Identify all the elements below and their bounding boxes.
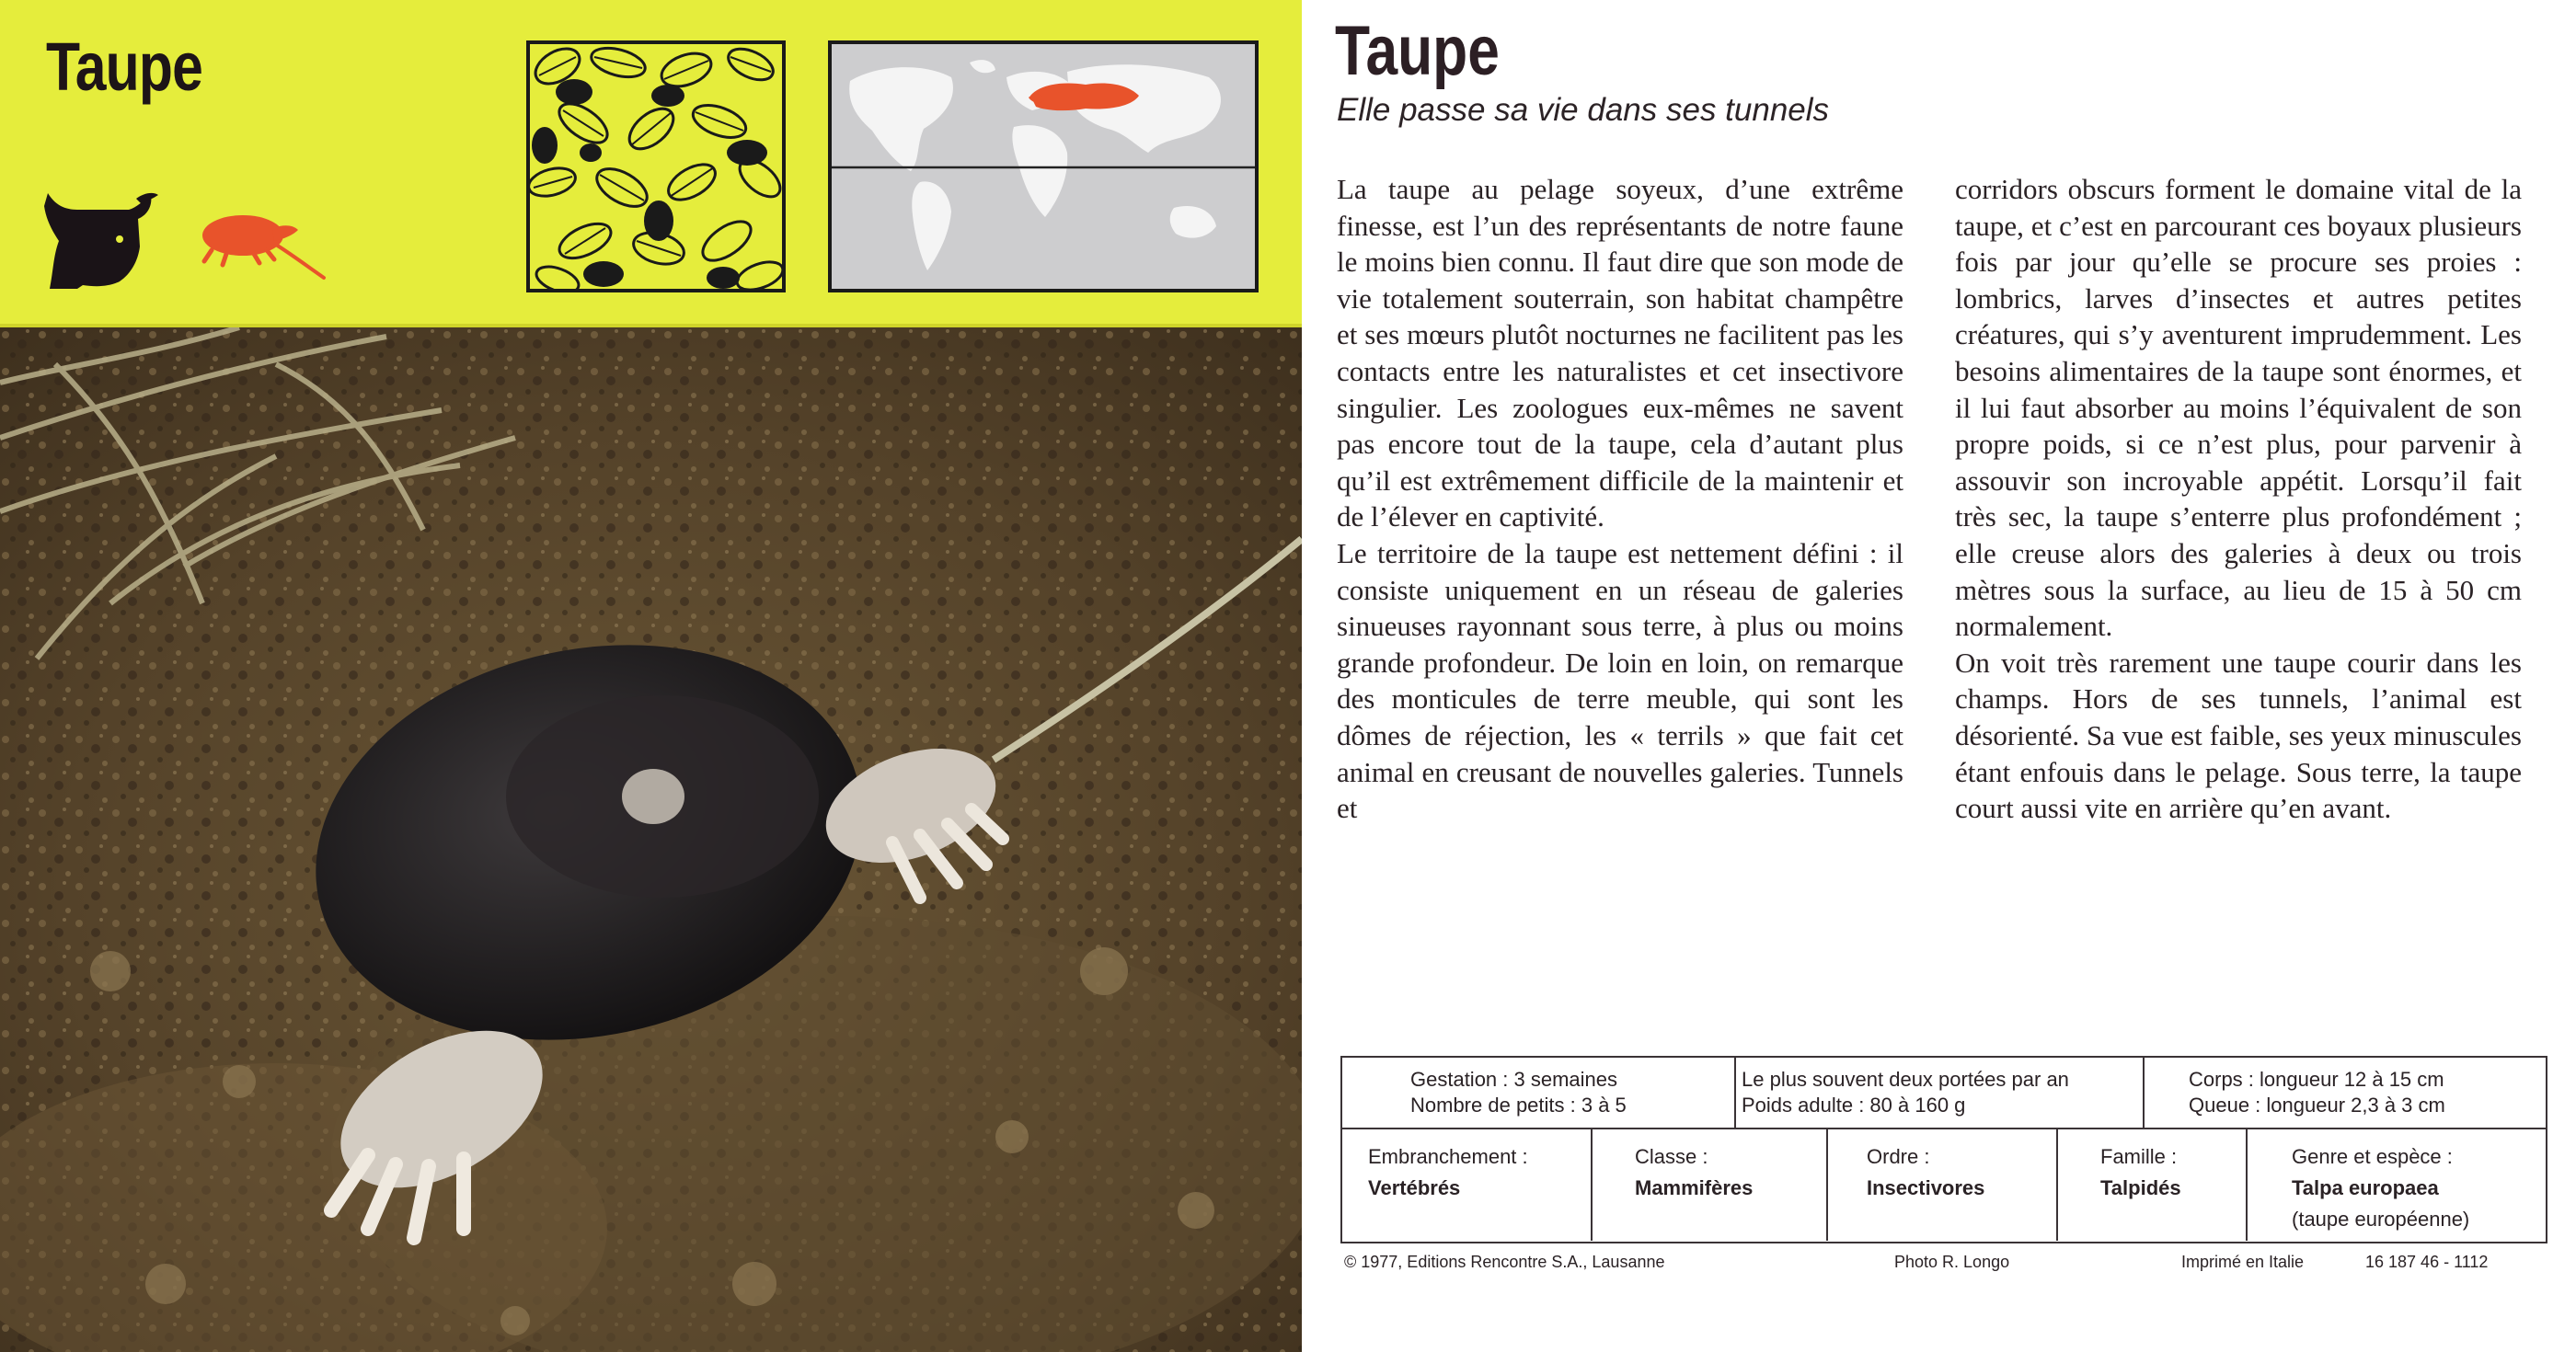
tail-length-text: Queue : longueur 2,3 à 3 cm bbox=[2189, 1094, 2445, 1117]
phylum-label: Embranchement : bbox=[1368, 1145, 1528, 1168]
family-cell bbox=[2058, 1129, 2248, 1241]
species-value: Talpa europaea bbox=[2292, 1176, 2439, 1199]
back-card bbox=[1302, 0, 2576, 1352]
young-count-text: Nombre de petits : 3 à 5 bbox=[1410, 1094, 1627, 1117]
text-column-2 bbox=[1955, 171, 2522, 827]
forest-leaves-habitat-icon bbox=[530, 44, 782, 289]
species-cell bbox=[2248, 1129, 2546, 1241]
size-cell bbox=[2145, 1058, 2546, 1128]
species-common-name: (taupe européenne) bbox=[2292, 1208, 2470, 1231]
mole-photograph bbox=[0, 327, 1302, 1352]
litters-weight-cell bbox=[1736, 1058, 2145, 1128]
paragraph: Le territoire de la taupe est nettement défini : il consiste uniquement en un réseau de galeries sinueuses rayonnant sous terre, à plus ou moins grande profondeur. De loin en loin, on remarque des monticules de terre meuble, qui sont les dômes de réjection, les « terrils » que fait cet animal en creusant de nouvelles galeries. Tunnels et bbox=[1337, 536, 1903, 825]
front-header bbox=[0, 0, 1302, 327]
text-column-1 bbox=[1337, 171, 1903, 827]
facts-row bbox=[1342, 1058, 2546, 1129]
family-value: Talpidés bbox=[2100, 1176, 2181, 1199]
habitat-leaves-panel bbox=[526, 40, 786, 292]
copyright-text: © 1977, Editions Rencontre S.A., Lausanne bbox=[1344, 1253, 1665, 1271]
weight-text: Poids adulte : 80 à 160 g bbox=[1742, 1094, 1966, 1117]
phylum-value: Vertébrés bbox=[1368, 1176, 1461, 1199]
facts-table bbox=[1340, 1056, 2547, 1243]
order-label: Ordre : bbox=[1867, 1145, 1930, 1168]
back-title: Taupe bbox=[1335, 12, 1500, 90]
class-value: Mammifères bbox=[1635, 1176, 1754, 1199]
bull-silhouette-icon bbox=[40, 182, 162, 291]
species-label: Genre et espèce : bbox=[2292, 1145, 2453, 1168]
family-label: Famille : bbox=[2100, 1145, 2178, 1168]
front-title: Taupe bbox=[46, 29, 203, 105]
body-length-text: Corps : longueur 12 à 15 cm bbox=[2189, 1068, 2444, 1091]
reference-number: 16 187 46 - 1112 bbox=[2365, 1253, 2489, 1271]
world-map bbox=[832, 44, 1255, 289]
order-cell bbox=[1828, 1129, 2058, 1241]
reproduction-cell bbox=[1342, 1058, 1736, 1128]
back-subtitle: Elle passe sa vie dans ses tunnels bbox=[1337, 92, 1830, 128]
paragraph: On voit très rarement une taupe courir dans les champs. Hors de ses tunnels, l’animal est désorienté. Sa vue est faible, ses yeux minuscules étant enfouis dans le pelage. Sous terre, la taupe court aussi vite en arrière qu’en avant. bbox=[1955, 646, 2522, 825]
order-value: Insectivores bbox=[1867, 1176, 1985, 1199]
paragraph: corridors obscurs forment le domaine vital de la taupe, et c’est en parcourant ces boyaux plusieurs fois par jour qu’elle se procure ses proies : lombrics, larves d’insectes et autres petites créatures, qui s’y aventurent imprudemment. Les besoins alimentaires de la taupe sont énormes, et il lui faut absorber au moins l’équivalent de son propre poids, si ce n’est plus, pour parvenir à assouvir son incroyable appétit. Lorsqu’il fait très sec, la taupe s’enterre plus profondément ; elle creuse alors des galeries à deux ou trois mètres sous la surface, au lieu de 15 à 50 cm normalement. bbox=[1955, 173, 2522, 643]
world-distribution-map bbox=[828, 40, 1259, 292]
taxonomy-row bbox=[1342, 1129, 2546, 1241]
phylum-cell bbox=[1342, 1129, 1593, 1241]
mole-silhouette-icon bbox=[195, 204, 331, 283]
printed-in-text: Imprimé en Italie bbox=[2181, 1253, 2305, 1271]
litters-text: Le plus souvent deux portées par an bbox=[1742, 1068, 2069, 1091]
class-label: Classe : bbox=[1635, 1145, 1708, 1168]
paragraph: La taupe au pelage soyeux, d’une extrême finesse, est l’un des représentants de notre faune le moins bien connu. Il faut dire que son mode de vie totalement souterrain, son habitat champêtre et ses mœurs plutôt nocturnes ne facilitent pas les contacts entre les naturalistes et cet insectivore singulier. Les zoologues eux-mêmes ne savent pas encore tout de la taupe, cela d’autant plus qu’il est extrêmement difficile de la maintenir et de l’élever en captivité. bbox=[1337, 173, 1903, 533]
photo-credit: Photo R. Longo bbox=[1894, 1253, 2010, 1271]
class-cell bbox=[1593, 1129, 1828, 1241]
gestation-text: Gestation : 3 semaines bbox=[1410, 1068, 1618, 1091]
